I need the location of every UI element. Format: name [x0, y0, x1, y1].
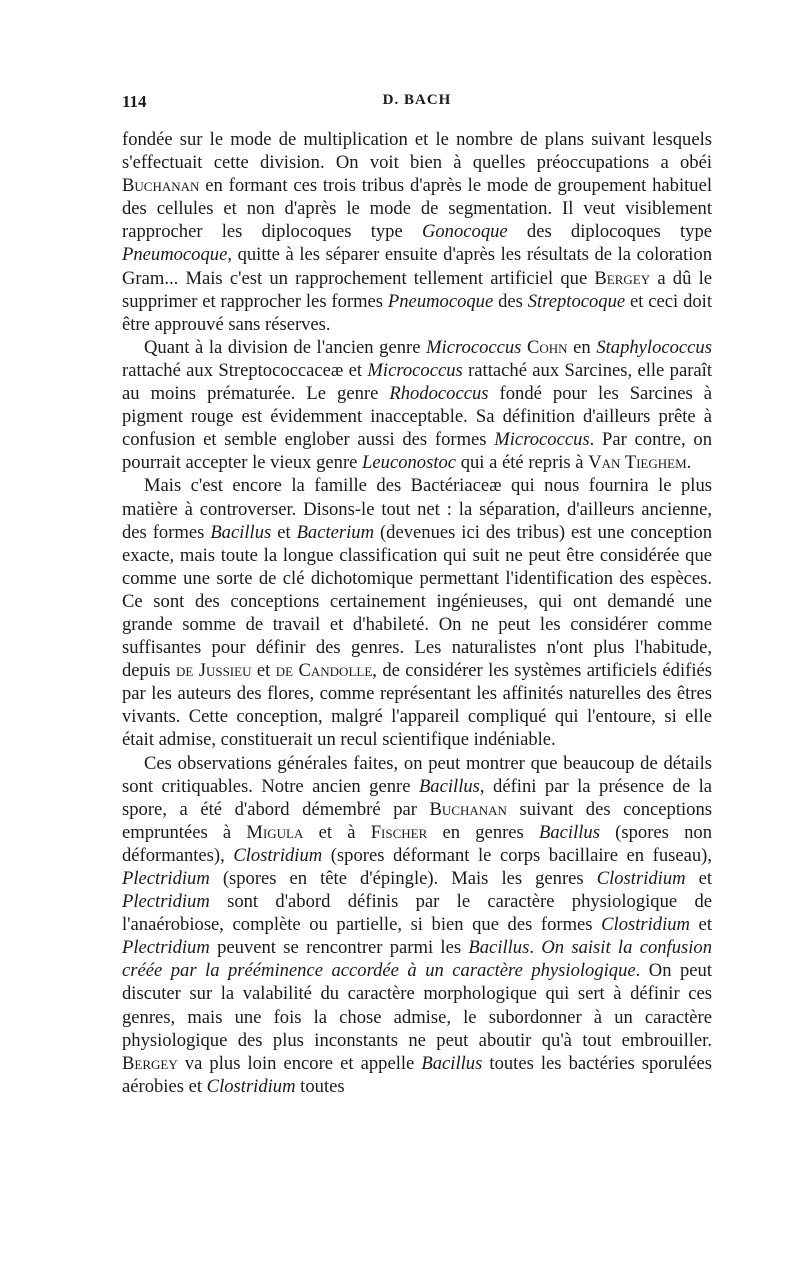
text-run: rattaché aux Sarcines, elle paraît au moins prématurée. Le genre — [122, 359, 712, 405]
author-name: Van Tieghem — [588, 452, 687, 474]
text-run: (spores déformant le corps bacillaire en fuseau), — [322, 844, 712, 866]
author-name: Bergey — [122, 1052, 178, 1074]
italic-term: Staphylococcus — [596, 336, 712, 358]
author-name: Bergey — [594, 267, 651, 289]
text-run: et — [251, 660, 276, 682]
text-run: qui a été repris à — [456, 452, 589, 474]
text-run: (devenues ici des tribus) est une conception exacte, mais toute la longue classification qui suit ne peut être considérée que comme une sorte de clé dichotomique permettant l'identification des espèces. Ce sont des conceptions certainement ingénieuses, qui ont demandé une grande somme de travail et d'habileté. On ne peut les considérer comme suffisantes pour définir des genres. Les naturalistes n'ont plus l'habitude, depuis — [122, 521, 713, 682]
page-number: 114 — [122, 92, 147, 111]
author-name: Buchanan — [429, 798, 507, 820]
author-name: de Candolle — [275, 660, 373, 682]
italic-term: Micrococcus — [494, 429, 590, 451]
text-run: en — [567, 336, 597, 358]
italic-term: Plectridium — [122, 868, 210, 889]
text-run: Ces observations générales faites, on peut montrer que beaucoup de détails sont critiquables. Notre ancien genre — [122, 752, 712, 797]
text-run: . — [529, 937, 542, 959]
running-head: D. BACH — [382, 92, 452, 108]
text-run: Quant à la division de l'ancien genre — [144, 336, 427, 358]
text-run: toutes les bactéries sporulées aérobies et — [122, 1052, 712, 1097]
text-run: fondée sur le mode de multiplication et le nombre de plans suivant lesquels s'effectuait cette division. On voit bien à quelles préoccupations a obéi — [122, 129, 712, 174]
text-run: , quitte à les séparer ensuite d'après les résultats de la coloration Gram... Mais c'est un rapprochement tellement artificiel que — [122, 244, 712, 289]
italic-term: Leuconostoc — [362, 452, 457, 474]
text-run: . — [686, 452, 692, 474]
text-run: et — [685, 868, 712, 889]
paragraph — [122, 128, 712, 336]
paragraph — [122, 752, 712, 1098]
text-run: en formant ces trois tribus d'après le mode de groupement habituel des cellules et non d'après le mode de segmentation. Il veut visiblement rapprocher les diplocoques type — [122, 175, 712, 243]
text-run: (spores en tête d'épingle). Mais les genres — [209, 868, 597, 889]
text-run: (spores non déformantes), — [122, 821, 712, 866]
text-run: , défini par la présence de la spore, a été d'abord démembré par — [122, 775, 712, 820]
italic-term: Micrococcus — [426, 336, 522, 358]
text-run: en genres — [427, 821, 540, 843]
italic-term: Pneumocoque — [122, 244, 228, 266]
text-run: toutes — [295, 1075, 345, 1097]
italic-term: Bacterium — [296, 521, 375, 543]
italic-term: Bacillus — [468, 937, 530, 959]
italic-term: Streptocoque — [527, 290, 626, 312]
italic-term: Pneumocoque — [387, 290, 494, 312]
text-run: sont d'abord définis par le caractère physiologique de l'anaérobiose, complète ou partielle, si bien que des formes — [122, 891, 712, 936]
author-name: Buchanan — [122, 175, 200, 197]
paragraph — [122, 336, 712, 475]
text-run: et à — [303, 821, 371, 843]
italic-term: Bacillus — [418, 775, 480, 797]
paragraph — [122, 474, 712, 751]
text-run: suivant des conceptions empruntées à — [122, 798, 712, 843]
text-run: des — [493, 290, 528, 312]
text-run: Mais c'est encore la famille des Bactériaceæ qui nous fournira le plus matière à controverser. Disons-le tout net : la séparation, d'ailleurs ancienne, des formes — [122, 475, 712, 543]
italic-term: Micrococcus — [367, 359, 463, 381]
text-run: et — [271, 521, 297, 543]
italic-term: Clostridium — [206, 1075, 296, 1097]
page-header — [122, 92, 712, 114]
text-run: peuvent se rencontrer parmi les — [209, 937, 469, 959]
text-run: et ceci doit être approuvé sans réserves. — [122, 290, 712, 335]
italic-term: Bacillus — [421, 1052, 483, 1074]
italic-term: Rhodococcus — [389, 383, 489, 405]
text-run: . Par contre, on pourrait accepter le vieux genre — [122, 429, 712, 474]
italic-term: Bacillus — [539, 821, 600, 843]
text-run: fondé pour les Sarcines à pigment rouge est évidemment inacceptable. Sa définition d'ailleurs prête à confusion et semble englober aussi des formes — [122, 383, 712, 451]
italic-term: Plectridium — [122, 891, 210, 913]
italic-term: Clostridium — [596, 868, 686, 889]
text-run: . On peut discuter sur la valabilité du caractère morphologique qui sert à définir ces genres, mais une fois la chose admise, le subordonner à un caractère physiologique des plus inconstants ne peut aboutir qu'à tout embrouiller. — [122, 960, 713, 1051]
text-run: va plus loin encore et appelle — [177, 1052, 422, 1074]
body-text — [122, 128, 712, 1098]
author-name: Migula — [246, 821, 304, 843]
italic-term: On saisit la confusion créée par la prééminence accordée à un caractère physiologique — [122, 937, 713, 982]
text-run: , de considérer les systèmes artificiels édifiés par les auteurs des flores, comme représentant les affinités naturelles des êtres vivants. Cette conception, malgré l'appareil compliqué qui l'entoure, si elle était admise, constituerait un recul scientifique indéniable. — [122, 660, 712, 751]
author-name: de Jussieu — [175, 660, 252, 682]
author-name: Fischer — [370, 821, 428, 843]
author-name: Cohn — [527, 336, 568, 358]
italic-term: Clostridium — [233, 844, 323, 866]
text-run: rattaché aux Streptococcaceæ et — [122, 359, 368, 381]
text-run: a dû le supprimer et rapprocher les formes — [122, 267, 712, 312]
italic-term: Clostridium — [601, 914, 690, 936]
italic-term: Bacillus — [210, 521, 272, 543]
text-run: et — [689, 914, 712, 936]
italic-term: Plectridium — [122, 937, 210, 959]
italic-term: Gonocoque — [421, 221, 508, 243]
text-run: des diplocoques type — [507, 221, 712, 243]
